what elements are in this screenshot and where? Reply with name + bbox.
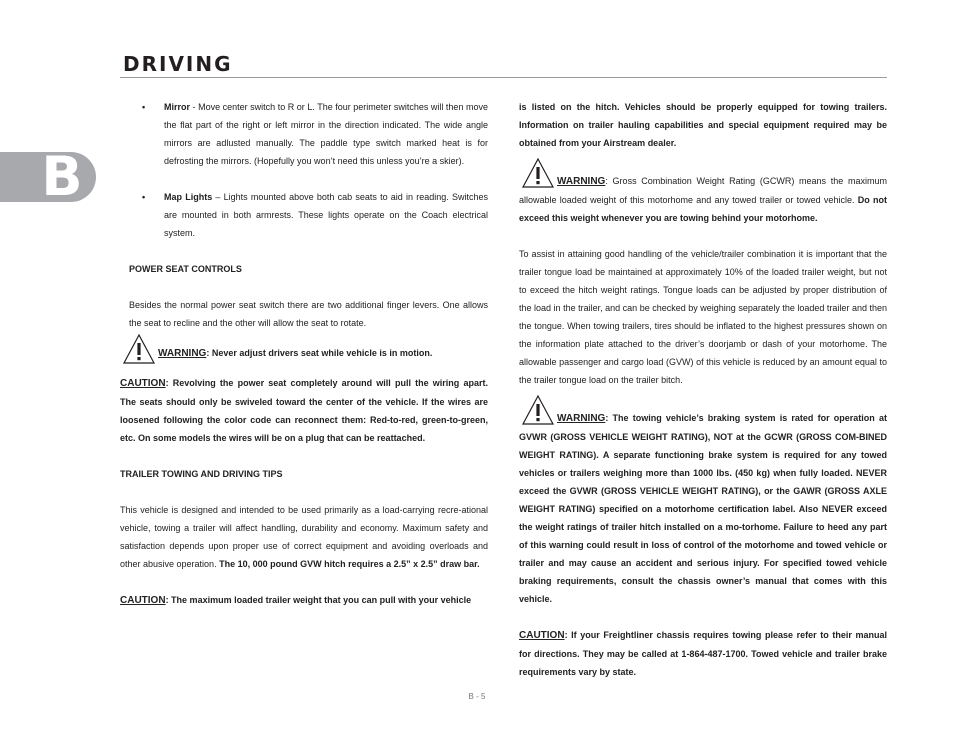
- warning-block-gcwr: [519, 162, 887, 198]
- caution-trailer-weight: [120, 591, 488, 610]
- warning-text: : Never adjust drivers seat while vehicle is in motion.: [206, 348, 433, 358]
- warning-triangle-icon: [521, 157, 555, 189]
- warning-triangle-icon: [521, 394, 555, 426]
- bullet-icon: •: [142, 192, 146, 202]
- section-tab-letter: B: [41, 145, 83, 208]
- right-column: [519, 98, 887, 681]
- warning-gcwr: WARNING: Gross Combination Weight Rating (GCWR) means the maximum allowable loaded weight of this motorhome and any towed trailer or towed vehicle. Do not exceed this weight whenever you are towing behind your motorhome.: [519, 176, 887, 223]
- power-seat-heading: POWER SEAT CONTROLS: [129, 264, 242, 274]
- warning-label: WARNING: [158, 348, 207, 359]
- page-number: B - 5: [468, 692, 486, 701]
- warning-block-seat: [120, 338, 488, 374]
- towing-heading: TRAILER TOWING AND DRIVING TIPS: [120, 469, 283, 479]
- warning-text: : Gross Combination Weight Rating (GCWR) means the maximum allowable loaded weight of this motorhome and any towed trailer or towed vehicle.: [519, 176, 887, 205]
- caution-freightliner: [519, 626, 887, 681]
- caution-label: CAUTION: [120, 378, 166, 389]
- caution-label: CAUTION: [519, 630, 565, 641]
- caution-text: : If your Freightliner chassis requires towing please refer to their manual for directions. They may be called at 1-864-487-1700. Towed vehicle and trailer brake requirements vary by state.: [519, 630, 887, 677]
- caution-label: CAUTION: [120, 595, 166, 606]
- map-lights-label: Map Lights: [164, 192, 213, 202]
- warning-text: : The towing vehicle’s braking system is rated for operation at GVWR (GROSS VEHICLE WEIGHT RATING), NOT at the GCWR (GROSS COM-BINED WEIGHT RATING). A separate functioning brake system is required for any towed vehicles or trailers weighing more than 1000 lbs. (450 kg) when fully loaded. NEVER exceed the GVWR (GROSS VEHICLE WEIGHT RATING), or the GAWR (GROSS AXLE WEIGHT RATING) specified on a motorhome certification label. Also NEVER exceed the weight ratings of trailer hitch installed on a mo-torhome. Failure to heed any part of this warning could result in loss of control of the motorhome and towed vehicle or trailer and may cause an accident and serious injury. For specified towed vehicle braking requirements, consult the chassis owner’s manual that comes with this vehicle.: [519, 413, 887, 604]
- warning-label: WARNING: [557, 413, 606, 424]
- warning-block-braking: [519, 399, 887, 435]
- hitch-continuation-text: is listed on the hitch. Vehicles should be properly equipped for towing trailers. Information on trailer hauling capabilities and special equipment required may be obtained from your Airstream dealer.: [519, 102, 887, 148]
- towing-text: This vehicle is designed and intended to be used primarily as a load-carrying recre-ational vehicle, towing a trailer will affect handling, durability and economy. Maximum safety and satisfaction depends upon proper use of correct equipment and avoiding overloads and other abusive operation. The 10, 000 pound GVW hitch requires a 2.5” x 2.5” draw bar.: [120, 505, 488, 569]
- caution-seat: [120, 374, 488, 447]
- bullet-icon: •: [142, 102, 146, 112]
- mirror-label: Mirror: [164, 102, 191, 112]
- tongue-load-text: To assist in attaining good handling of the vehicle/trailer combination it is important that the trailer tongue load be maintained at approximately 10% of the loaded trailer weight, but not to exceed the hitch weight ratings. Tongue loads can be adjusted by proper distribution of the load in the trailer, and can be checked by weighing separately the loaded trailer and then the tongue. When towing trailers, tires should be inflated to the highest pressures shown on the information plate attached to the driver’s doorjamb or dash of your motorhome. The allowable passenger and cargo load (GVW) of this vehicle is reduced by an amount equal to the trailer tongue load on the trailer bitch.: [519, 249, 887, 385]
- caution-text: : The maximum loaded trailer weight that you can pull with your vehicle: [165, 595, 472, 605]
- mirror-text: - Move center switch to R or L. The four perimeter switches will then move the flat part of the right or left mirror in the direction indicated. The wide angle mirrors are adlusted manually. The paddle type switch marked heat is for defrosting the mirrors. (Hopefully you won’t need this unless you’re a skier).: [164, 102, 488, 166]
- power-seat-text: Besides the normal power seat switch there are two additional finger levers. One allows the seat to recline and the other will allow the seat to rotate.: [129, 300, 488, 328]
- warning-triangle-icon: [122, 333, 156, 365]
- caution-text: : Revolving the power seat completely around will pull the wiring apart. The seats should only be swiveled toward the center of the vehicle. If the wires are loosened following the color code can reconnect them: Red-to-red, green-to-green, etc. On some models the wires will be on a plug that can be reattached.: [120, 378, 488, 443]
- page-title: DRIVING: [123, 52, 233, 76]
- warning-braking: [519, 409, 887, 608]
- list-item-map-lights: [120, 188, 488, 242]
- left-column: [120, 98, 488, 610]
- map-lights-text: – Lights mounted above both cab seats to aid in reading. Switches are mounted in both armrests. These lights operate on the Coach electrical system.: [164, 192, 488, 238]
- list-item-mirror: [120, 98, 488, 170]
- header-divider: [120, 77, 887, 78]
- warning-label: WARNING: [557, 176, 606, 187]
